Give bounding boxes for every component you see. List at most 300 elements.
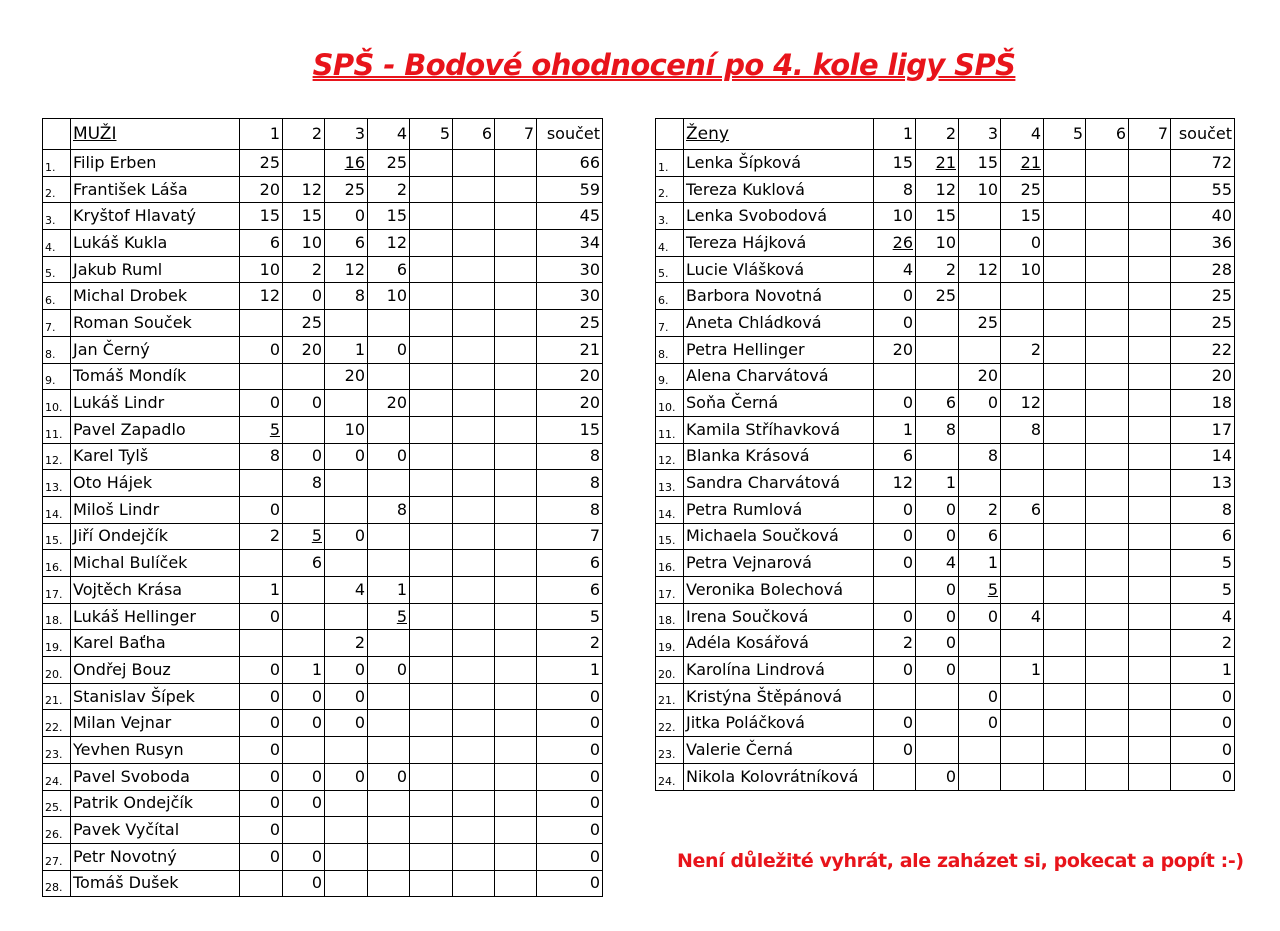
- round-score-cell: [1129, 683, 1171, 710]
- round-score-cell: [283, 737, 325, 764]
- round-score-cell: [495, 470, 537, 497]
- round-score-cell: [453, 630, 495, 657]
- rank-cell: 21.: [43, 683, 71, 710]
- round-score-cell: 0: [240, 390, 283, 417]
- round-score-cell: 0: [283, 683, 325, 710]
- round-score-cell: [495, 577, 537, 604]
- round-score-cell: 25: [283, 310, 325, 337]
- round-score-cell: [495, 763, 537, 790]
- round-score-cell: [410, 256, 453, 283]
- player-name-cell: Jiří Ondejčík: [71, 523, 240, 550]
- round-score-cell: 20: [325, 363, 368, 390]
- table-row: [43, 523, 603, 550]
- round-score-cell: 0: [368, 657, 410, 684]
- round-score-cell: [410, 817, 453, 844]
- total-score-cell: 20: [537, 390, 603, 417]
- round-score-cell: [495, 176, 537, 203]
- round-score-cell: 20: [959, 363, 1001, 390]
- round-score-cell: [368, 416, 410, 443]
- round-score-cell: 6: [916, 390, 959, 417]
- round-score-cell: 25: [1001, 176, 1044, 203]
- round-score-cell: [410, 390, 453, 417]
- round-score-cell: 0: [1001, 230, 1044, 257]
- total-score-cell: 17: [1171, 416, 1235, 443]
- round-score-cell: [368, 710, 410, 737]
- round-score-cell: [283, 603, 325, 630]
- round-score-cell: [453, 283, 495, 310]
- round-score-cell: 4: [916, 550, 959, 577]
- rank-cell: 11.: [656, 416, 684, 443]
- total-score-cell: 8: [537, 443, 603, 470]
- round-score-cell: [1086, 176, 1129, 203]
- round-score-cell: 1: [368, 577, 410, 604]
- rank-cell: 8.: [656, 336, 684, 363]
- rank-cell: 27.: [43, 843, 71, 870]
- round-score-cell: 2: [916, 256, 959, 283]
- round-score-cell: 0: [959, 390, 1001, 417]
- round-score-cell: [453, 443, 495, 470]
- round-score-cell: [1001, 523, 1044, 550]
- table-row: [656, 550, 1235, 577]
- round-score-cell: [916, 363, 959, 390]
- player-name-cell: Sandra Charvátová: [684, 470, 874, 497]
- total-score-cell: 45: [537, 203, 603, 230]
- round-score-cell: [1086, 630, 1129, 657]
- player-name-cell: Lukáš Lindr: [71, 390, 240, 417]
- rank-cell: 6.: [43, 283, 71, 310]
- round-score-cell: 5: [959, 577, 1001, 604]
- round-score-cell: [410, 470, 453, 497]
- round-score-cell: [959, 336, 1001, 363]
- table-row: [656, 657, 1235, 684]
- round-score-cell: [495, 630, 537, 657]
- round-score-cell: 10: [916, 230, 959, 257]
- rank-cell: 11.: [43, 416, 71, 443]
- round-score-cell: [495, 603, 537, 630]
- round-score-cell: [1044, 283, 1086, 310]
- rank-cell: 7.: [43, 310, 71, 337]
- round-score-cell: [495, 737, 537, 764]
- player-name-cell: Valerie Černá: [684, 737, 874, 764]
- round-score-cell: [1086, 390, 1129, 417]
- round-score-cell: 8: [325, 283, 368, 310]
- round-score-cell: [874, 577, 916, 604]
- round-score-cell: 15: [916, 203, 959, 230]
- total-score-cell: 0: [537, 790, 603, 817]
- round-score-cell: [1001, 577, 1044, 604]
- round-header-3: 3: [325, 119, 368, 150]
- round-score-cell: [410, 203, 453, 230]
- table-row: [656, 283, 1235, 310]
- round-score-cell: [283, 577, 325, 604]
- round-score-cell: [410, 176, 453, 203]
- table-row: [656, 496, 1235, 523]
- round-score-cell: 10: [283, 230, 325, 257]
- round-score-cell: 6: [283, 550, 325, 577]
- round-score-cell: [410, 336, 453, 363]
- rank-cell: 15.: [43, 523, 71, 550]
- round-score-cell: 6: [1001, 496, 1044, 523]
- rank-cell: 28.: [43, 870, 71, 897]
- round-score-cell: [325, 550, 368, 577]
- player-name-cell: František Láša: [71, 176, 240, 203]
- rank-cell: 16.: [656, 550, 684, 577]
- round-score-cell: 21: [1001, 150, 1044, 177]
- round-score-cell: [1129, 443, 1171, 470]
- round-score-cell: 6: [325, 230, 368, 257]
- player-name-cell: Kryštof Hlavatý: [71, 203, 240, 230]
- round-score-cell: [453, 603, 495, 630]
- round-score-cell: [453, 203, 495, 230]
- rank-cell: 20.: [656, 657, 684, 684]
- player-name-cell: Roman Souček: [71, 310, 240, 337]
- round-score-cell: 0: [240, 843, 283, 870]
- round-score-cell: 6: [959, 523, 1001, 550]
- round-score-cell: 10: [959, 176, 1001, 203]
- table-row: [43, 870, 603, 897]
- total-score-cell: 21: [537, 336, 603, 363]
- player-name-cell: Lukáš Kukla: [71, 230, 240, 257]
- round-score-cell: [495, 870, 537, 897]
- category-header: MUŽI: [71, 119, 240, 150]
- table-row: [43, 496, 603, 523]
- round-score-cell: [1044, 416, 1086, 443]
- table-row: [43, 630, 603, 657]
- round-score-cell: [1129, 710, 1171, 737]
- round-score-cell: [1129, 550, 1171, 577]
- round-score-cell: [495, 336, 537, 363]
- player-name-cell: Milan Vejnar: [71, 710, 240, 737]
- round-score-cell: [1086, 496, 1129, 523]
- round-score-cell: [410, 443, 453, 470]
- table-row: [43, 577, 603, 604]
- round-score-cell: [453, 710, 495, 737]
- round-score-cell: [495, 683, 537, 710]
- table-row: [656, 523, 1235, 550]
- table-row: [43, 790, 603, 817]
- total-score-cell: 5: [1171, 550, 1235, 577]
- table-row: [656, 203, 1235, 230]
- round-score-cell: [959, 737, 1001, 764]
- round-score-cell: 0: [240, 817, 283, 844]
- round-header-4: 4: [1001, 119, 1044, 150]
- round-score-cell: 0: [283, 790, 325, 817]
- rank-cell: 12.: [656, 443, 684, 470]
- round-score-cell: 20: [874, 336, 916, 363]
- rank-cell: 13.: [43, 470, 71, 497]
- player-name-cell: Miloš Lindr: [71, 496, 240, 523]
- table-row: [43, 150, 603, 177]
- round-score-cell: [410, 230, 453, 257]
- round-score-cell: 0: [240, 790, 283, 817]
- round-score-cell: [495, 150, 537, 177]
- round-score-cell: [1129, 390, 1171, 417]
- round-score-cell: [959, 470, 1001, 497]
- round-score-cell: [453, 870, 495, 897]
- round-score-cell: 0: [874, 523, 916, 550]
- round-score-cell: [1129, 363, 1171, 390]
- player-name-cell: Veronika Bolechová: [684, 577, 874, 604]
- round-score-cell: [410, 630, 453, 657]
- round-score-cell: [1086, 683, 1129, 710]
- player-name-cell: Vojtěch Krása: [71, 577, 240, 604]
- total-score-cell: 0: [537, 763, 603, 790]
- round-score-cell: 1: [1001, 657, 1044, 684]
- round-score-cell: 10: [368, 283, 410, 310]
- table-row: [43, 817, 603, 844]
- round-score-cell: [916, 710, 959, 737]
- player-name-cell: Lenka Šípková: [684, 150, 874, 177]
- round-score-cell: [1044, 657, 1086, 684]
- motto-text: Není důležité vyhrát, ale zaházet si, pokecat a popít :-): [677, 850, 1244, 872]
- round-score-cell: [368, 630, 410, 657]
- round-score-cell: [959, 203, 1001, 230]
- table-row: [656, 390, 1235, 417]
- rank-cell: 13.: [656, 470, 684, 497]
- round-score-cell: [1086, 256, 1129, 283]
- round-score-cell: [410, 603, 453, 630]
- rank-header-cell: [656, 119, 684, 150]
- player-name-cell: Petra Vejnarová: [684, 550, 874, 577]
- round-score-cell: 10: [240, 256, 283, 283]
- player-name-cell: Petra Rumlová: [684, 496, 874, 523]
- round-score-cell: [495, 496, 537, 523]
- total-score-cell: 28: [1171, 256, 1235, 283]
- category-header: Ženy: [684, 119, 874, 150]
- round-score-cell: [495, 843, 537, 870]
- round-score-cell: 6: [368, 256, 410, 283]
- round-score-cell: [1086, 443, 1129, 470]
- table-row: [656, 710, 1235, 737]
- player-name-cell: Soňa Černá: [684, 390, 874, 417]
- round-score-cell: [453, 737, 495, 764]
- rank-cell: 4.: [43, 230, 71, 257]
- player-name-cell: Aneta Chládková: [684, 310, 874, 337]
- round-score-cell: [368, 683, 410, 710]
- total-score-cell: 2: [1171, 630, 1235, 657]
- total-score-cell: 1: [537, 657, 603, 684]
- round-score-cell: [453, 150, 495, 177]
- round-score-cell: [453, 790, 495, 817]
- round-header-1: 1: [874, 119, 916, 150]
- table-row: [43, 390, 603, 417]
- round-score-cell: 1: [874, 416, 916, 443]
- round-score-cell: [495, 710, 537, 737]
- round-score-cell: 8: [916, 416, 959, 443]
- total-score-cell: 30: [537, 283, 603, 310]
- table-row: [43, 176, 603, 203]
- round-score-cell: [453, 256, 495, 283]
- total-score-cell: 40: [1171, 203, 1235, 230]
- player-name-cell: Lucie Vlášková: [684, 256, 874, 283]
- round-score-cell: [1086, 710, 1129, 737]
- round-score-cell: [1129, 496, 1171, 523]
- round-score-cell: [368, 843, 410, 870]
- round-score-cell: [495, 230, 537, 257]
- round-score-cell: 0: [916, 496, 959, 523]
- total-score-cell: 7: [537, 523, 603, 550]
- header-row: [43, 119, 603, 150]
- round-score-cell: [240, 630, 283, 657]
- round-score-cell: 15: [1001, 203, 1044, 230]
- round-score-cell: 0: [916, 523, 959, 550]
- total-score-cell: 55: [1171, 176, 1235, 203]
- round-score-cell: 4: [325, 577, 368, 604]
- table-row: [43, 256, 603, 283]
- round-header-2: 2: [916, 119, 959, 150]
- round-score-cell: 0: [240, 496, 283, 523]
- round-score-cell: [1001, 470, 1044, 497]
- round-score-cell: [325, 790, 368, 817]
- round-score-cell: 8: [959, 443, 1001, 470]
- total-score-cell: 25: [1171, 310, 1235, 337]
- round-score-cell: [1086, 523, 1129, 550]
- player-name-cell: Karel Baťha: [71, 630, 240, 657]
- rank-cell: 20.: [43, 657, 71, 684]
- round-score-cell: [453, 336, 495, 363]
- round-score-cell: [283, 817, 325, 844]
- round-score-cell: 15: [283, 203, 325, 230]
- table-row: [656, 470, 1235, 497]
- total-score-cell: 0: [537, 737, 603, 764]
- round-header-2: 2: [283, 119, 325, 150]
- round-score-cell: [410, 683, 453, 710]
- rank-cell: 19.: [43, 630, 71, 657]
- round-score-cell: [368, 310, 410, 337]
- table-row: [656, 176, 1235, 203]
- total-score-cell: 8: [537, 496, 603, 523]
- round-score-cell: [453, 550, 495, 577]
- round-score-cell: [959, 657, 1001, 684]
- total-score-cell: 0: [537, 843, 603, 870]
- player-name-cell: Yevhen Rusyn: [71, 737, 240, 764]
- player-name-cell: Lenka Svobodová: [684, 203, 874, 230]
- round-score-cell: [368, 470, 410, 497]
- round-score-cell: [1129, 523, 1171, 550]
- rank-cell: 10.: [43, 390, 71, 417]
- round-score-cell: 12: [368, 230, 410, 257]
- round-score-cell: 0: [240, 763, 283, 790]
- player-name-cell: Nikola Kolovrátníková: [684, 763, 874, 790]
- round-score-cell: 1: [916, 470, 959, 497]
- table-row: [43, 283, 603, 310]
- round-score-cell: 0: [283, 710, 325, 737]
- round-score-cell: 20: [283, 336, 325, 363]
- round-score-cell: [1044, 150, 1086, 177]
- round-score-cell: [1044, 336, 1086, 363]
- round-score-cell: [283, 363, 325, 390]
- total-header: součet: [537, 119, 603, 150]
- player-name-cell: Filip Erben: [71, 150, 240, 177]
- round-score-cell: [959, 283, 1001, 310]
- table-row: [43, 710, 603, 737]
- round-score-cell: 6: [240, 230, 283, 257]
- round-score-cell: 10: [874, 203, 916, 230]
- round-score-cell: 8: [368, 496, 410, 523]
- round-score-cell: [959, 230, 1001, 257]
- player-name-cell: Tereza Hájková: [684, 230, 874, 257]
- total-score-cell: 20: [537, 363, 603, 390]
- round-score-cell: [410, 710, 453, 737]
- round-score-cell: [916, 737, 959, 764]
- round-score-cell: 0: [325, 203, 368, 230]
- total-score-cell: 14: [1171, 443, 1235, 470]
- player-name-cell: Kristýna Štěpánová: [684, 683, 874, 710]
- round-score-cell: 4: [874, 256, 916, 283]
- total-score-cell: 0: [537, 870, 603, 897]
- rank-cell: 26.: [43, 817, 71, 844]
- table-row: [656, 336, 1235, 363]
- rank-cell: 18.: [43, 603, 71, 630]
- round-score-cell: [495, 443, 537, 470]
- round-score-cell: [1044, 550, 1086, 577]
- round-score-cell: 0: [874, 310, 916, 337]
- round-score-cell: [283, 416, 325, 443]
- round-score-cell: [453, 577, 495, 604]
- total-score-cell: 8: [537, 470, 603, 497]
- player-name-cell: Karel Tylš: [71, 443, 240, 470]
- table-row: [43, 843, 603, 870]
- round-score-cell: [1129, 256, 1171, 283]
- round-score-cell: 12: [240, 283, 283, 310]
- round-score-cell: 0: [283, 390, 325, 417]
- round-score-cell: 0: [240, 336, 283, 363]
- round-score-cell: [1086, 737, 1129, 764]
- round-score-cell: [453, 363, 495, 390]
- round-score-cell: 0: [240, 683, 283, 710]
- round-score-cell: 26: [874, 230, 916, 257]
- round-score-cell: [1129, 230, 1171, 257]
- round-score-cell: [1086, 230, 1129, 257]
- round-score-cell: 2: [325, 630, 368, 657]
- round-score-cell: [1044, 683, 1086, 710]
- round-score-cell: [368, 550, 410, 577]
- round-score-cell: [495, 310, 537, 337]
- round-score-cell: 25: [959, 310, 1001, 337]
- round-score-cell: [1044, 256, 1086, 283]
- round-score-cell: [874, 683, 916, 710]
- round-score-cell: 0: [240, 657, 283, 684]
- round-score-cell: 12: [874, 470, 916, 497]
- player-name-cell: Tomáš Dušek: [71, 870, 240, 897]
- round-score-cell: [1044, 230, 1086, 257]
- round-score-cell: [1044, 763, 1086, 790]
- round-score-cell: [1044, 603, 1086, 630]
- player-name-cell: Jakub Ruml: [71, 256, 240, 283]
- round-score-cell: 1: [240, 577, 283, 604]
- round-score-cell: 0: [916, 657, 959, 684]
- round-score-cell: [453, 657, 495, 684]
- rank-cell: 2.: [43, 176, 71, 203]
- round-header-6: 6: [1086, 119, 1129, 150]
- round-score-cell: [1001, 443, 1044, 470]
- rank-cell: 12.: [43, 443, 71, 470]
- total-header: součet: [1171, 119, 1235, 150]
- round-score-cell: [495, 817, 537, 844]
- round-score-cell: 8: [1001, 416, 1044, 443]
- round-score-cell: [1129, 150, 1171, 177]
- round-score-cell: 12: [916, 176, 959, 203]
- player-name-cell: Tomáš Mondík: [71, 363, 240, 390]
- round-score-cell: [1044, 710, 1086, 737]
- round-score-cell: 2: [283, 256, 325, 283]
- round-score-cell: [410, 523, 453, 550]
- rank-cell: 3.: [656, 203, 684, 230]
- round-score-cell: [325, 817, 368, 844]
- men-results-table: [42, 118, 603, 897]
- table-row: [43, 443, 603, 470]
- round-score-cell: [1044, 577, 1086, 604]
